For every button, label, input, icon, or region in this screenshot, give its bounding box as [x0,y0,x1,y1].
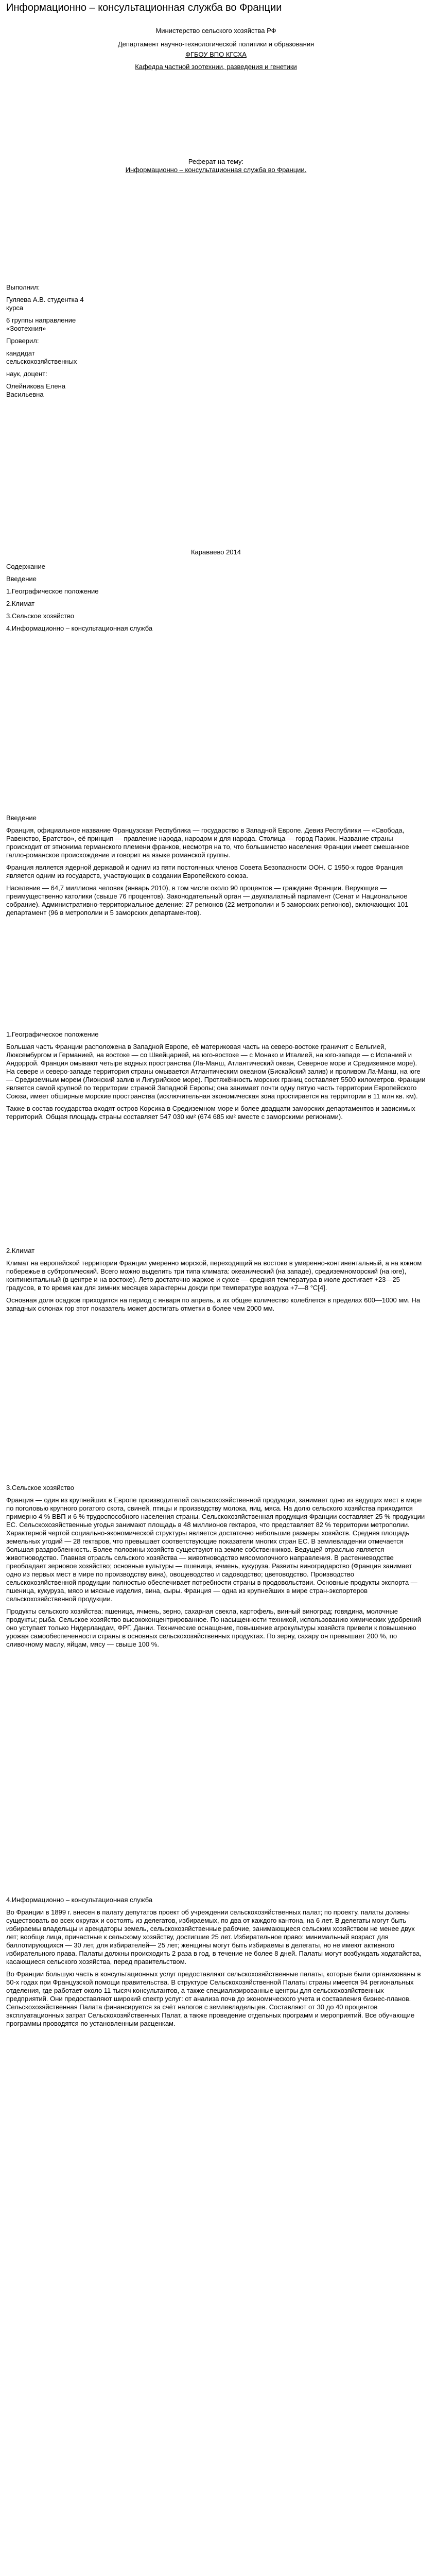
city-year [6,548,426,556]
page-title: Информационно – консультационная служба во Франции [6,2,282,13]
ministry-text: Министерство сельского хозяйства РФ [155,27,276,35]
table-of-contents [6,563,426,633]
intro-paragraph: Франция является ядерной державой и одним из пяти постоянных членов Совета Безопасности ООН. С 1950-х годов Франция является одним из государств, участвующих в создании Европейского союза. [6,863,403,879]
toc-item: 4.Информационно – консультационная служба [6,624,153,632]
chair-line [6,63,426,71]
toc-item: Введение [6,575,37,583]
city-year-text: Караваево 2014 [190,548,241,556]
author-block [6,283,426,399]
essay-line-2: Информационно – консультационная служба во Франции. [125,166,307,174]
chair-text: Кафедра частной зоотехнии, разведения и генетики [135,63,297,71]
climate-paragraph: Основная доля осадков приходится на период с января по апрель, а их общее количество колеблется в пределах 600—1000 мм. На западных склонах гор этот показатель может достигать отметки в более чем 2000 мм. [6,1296,421,1312]
checked-label: Проверил: [6,337,39,345]
climate-section [6,1247,426,1313]
group-line-1: 6 группы направление [6,316,76,324]
geo-paragraph: Большая часть Франции расположена в Западной Европе, её материковая часть на северо-востоке граничит с Бельгией, Люксембургом и Германией, на востоке — со Швейцарией, на юго-востоке — с Монако и Италией, на юго-западе — с Испанией и Андоррой. Франция омывают четыре водных пространства (Ла-Манш, Атлантический океан, Северное море и Средиземное море). На севере и северо-западе территория страны омывается Атлантическим океаном (Бискайский залив) и проливом Ла-Манш, на юге — Средиземным морем (Лионский залив и Лигурийское море). Протяжённость морских границ составляет 5500 километров. Франции является самой крупной по территории страной Западной Европы; она занимает почти одну пятую часть территории Европейского Союза, имеет обширные морские пространства (исключительная экономическая зона простирается на территории в 11 млн кв. км). [6,1043,426,1100]
toc-item: 2.Климат [6,600,35,607]
agri-section [6,1484,426,1649]
ics-heading: 4.Информационно – консультационная служба [6,1896,153,1904]
intro-paragraph: Население — 64,7 миллиона человек (январь 2010), в том числе около 90 процентов — граждане Франции. Верующие — преимущественно католики (свыше 76 процентов). Законодательный орган — двухпалатный парламент (Сенат и Национальное собрание). Административно-территориальное деление: 27 регионов (22 метрополии и 5 заморских регионов), включающих 101 департамент (96 в метрополии и 5 заморских департаментов). [6,884,409,917]
checker-line-1: кандидат [6,349,35,357]
group-line-2: «Зоотехния» [6,325,46,332]
ics-section [6,1896,426,2028]
university-line [6,50,426,59]
climate-heading: 2.Климат [6,1247,35,1255]
intro-section [6,814,426,917]
checker-name-1: Олейникова Елена [6,382,66,390]
agri-heading: 3.Сельское хозяйство [6,1484,74,1492]
ministry-line [6,27,426,35]
toc-heading: Содержание [6,563,45,570]
intro-paragraph: Франция, официальное название Французская Республика — государство в Западной Европе. Девиз Республики — «Свобода, Равенство, Братство», её принцип — правление народа, народом и для народа. Столица — город Париж. Название страны происходит от этнонима германского племени франков, несмотря на то, что большинство населения Франции имеет смешанное галло-романское происхождение и говорит на языке романской группы. [6,826,409,859]
agri-paragraph: Продукты сельского хозяйства: пшеница, ячмень, зерно, сахарная свекла, картофель, винный виноград; говядина, молочные продукты; рыба. Сельское хозяйство высококонцентрированное. По насыщенности техникой, использованию химических удобрений оно уступает только Нидерландам, ФРГ, Дании. Технические оснащение, повышение агрокультуры хозяйств привели к повышению урожая самообеспеченности страны в основных сельскохозяйственных продуктах. По зерну, сахару он превышает 200 %, по сливочному маслу, яйцам, мясу — свыше 100 %. [6,1607,421,1648]
ics-paragraph: Во Франции большую часть в консультационных услуг предоставляют сельскохозяйственные палаты, которые были организованы в 50-х годах при Французской помощи правительства. В структуре Сельскохозяйственной Палаты страны имеется 94 региональных отделения, где работает около 11 тысяч консультантов, а также специализированные центры для сельскохозяйственных предприятий. Они предоставляют широкий спектр услуг: от анализа почв до экономического учета и составления бизнес-планов. Сельскохозяйственная Палата финансируется за счёт налогов с землевладельцев. Составляют от 30 до 40 процентов эксплуатационных затрат Сельскохозяйственных Палат, а также проведение отдельных программ и мероприятий. Все обучающие программы проводятся по установленным расценкам. [6,1970,421,2027]
ics-paragraph: Во Франции в 1899 г. внесен в палату депутатов проект об учреждении сельскохозяйственных палат; по проекту, палаты должны существовать во всех округах и состоять из делегатов, избираемых, по два от каждого кантона, на 6 лет. В делегаты могут быть избираемы владельцы и арендаторы земель, сельскохозяйственные рабочие, занимающиеся сельским хозяйством не менее двух лет; вообще лица, причастные к сельскому хозяйству, достигшие 25 лет. Избирательное право: минимальный возраст для баллотирующихся — 30 лет, для избирателей— 25 лет; женщины могут быть избираемы в делегаты, но не имеют активного избирательного права. Палаты должны происходить 2 раза в год, в течение не более 8 дней. Палаты могут возбуждать ходатайства, касающиеся сельского хозяйства, перед правительством. [6,1908,422,1965]
student-line-1: Гуляева А.В. студентка 4 [6,296,84,303]
agri-paragraph: Франция — один из крупнейших в Европе производителей сельскохозяйственной продукции, занимает одно из ведущих мест в мире по поголовью крупного рогатого скота, свиней, птицы и производству молока, яиц, мяса. На долю сельского хозяйства приходится примерно 4 % ВВП и 6 % трудоспособного населения страны. Сельскохозяйственная продукция Франции составляет 25 % продукции ЕС. Сельскохозяйственные угодья занимают площадь в 48 миллионов гектаров, что представляет 82 % территории метрополии. Характерной чертой социально-экономической структуры является достаточно небольшие размеры хозяйств. Средняя площадь земельных угодий — 28 гектаров, что превышает соответствующие показатели многих стран ЕС. В землевладении отмечается большая раздробленность. Более половины хозяйств существуют на земле собственников. Ведущей отраслью является животноводство. Главная отрасль сельского хозяйства — животноводство мясомолочного направления. В растениеводстве преобладает зерновое хозяйство; основные культуры — пшеница, ячмень, кукуруза. Развиты виноградарство (Франция занимает одно из первых мест в мире по производству вина), овощеводство и садоводство; цветоводство. Производство сельскохозяйственной продукции полностью обеспечивает потребности страны в продовольствии. Основные продукты экспорта — пшеница, кукуруза, мясо и мясные изделия, вина, сыры. Франция — одна из крупнейших в мире стран-экспортеров сельскохозяйственной продукции. [6,1496,425,1603]
geo-section [6,1030,426,1121]
checker-line-2: сельскохозяйственных [6,358,77,365]
intro-heading: Введение [6,814,37,822]
checker-line-3: наук, доцент: [6,370,47,378]
toc-item: 1.Географическое положение [6,587,99,595]
performed-label: Выполнил: [6,283,40,291]
university-text: ФГБОУ ВПО КГСХА [185,50,247,58]
department-line [6,40,426,48]
essay-line-1: Реферат на тему: [188,158,244,165]
climate-paragraph: Климат на европейской территории Франции умеренно морской, переходящий на востоке в умеренно-континентальный, а на южном побережье в субтропический. Всего можно выделить три типа климата: океанический (на западе), средиземноморский (на юге), континентальный (в центре и на востоке). Лето достаточно жаркое и сухое — средняя температура в июле достигает +23—25 градусов, в то время как для зимних месяцев характерны дожди при температуре воздуха +7—8 °C[4]. [6,1259,422,1292]
student-line-2: курса [6,304,24,312]
geo-paragraph: Также в состав государства входят остров Корсика в Средиземном море и более двадцати заморских департаментов и зависимых территорий. Общая площадь страны составляет 547 030 км² (674 685 км² вместе с заморскими регионами). [6,1105,415,1121]
essay-heading [6,158,426,174]
checker-name-2: Васильевна [6,391,44,398]
department-text: Департамент научно-технологической политики и образования [117,40,315,48]
geo-heading: 1.Географическое положение [6,1030,99,1038]
toc-item: 3.Сельское хозяйство [6,612,74,620]
